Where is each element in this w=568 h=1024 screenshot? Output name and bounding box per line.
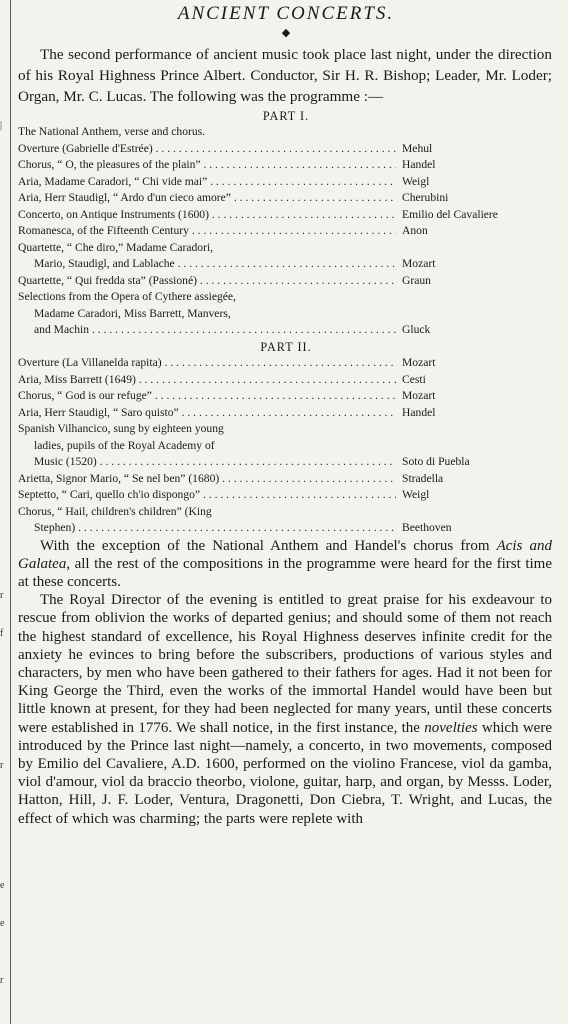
composer-name: Mozart [402, 389, 436, 403]
paragraph-text: With the exception of the National Anthem and Handel's chorus from [40, 537, 497, 554]
composer-name: Weigl [402, 174, 430, 188]
programme-entry [18, 520, 554, 537]
programme-entry [18, 487, 554, 504]
part-one-programme [16, 124, 556, 339]
piece-title: Music (1520) . . . [34, 454, 396, 471]
programme-entry [18, 157, 554, 174]
part-two-programme [16, 355, 556, 537]
piece-title: Romanesca, of the Fifteenth Century . . . [18, 223, 396, 240]
composer-name: Soto di Puebla [402, 455, 470, 469]
programme-entry [18, 256, 554, 273]
programme-entry [18, 388, 554, 405]
composer-name: Mehul [402, 141, 433, 155]
composer-name: Weigl [402, 488, 430, 502]
piece-title: Madame Caradori, Miss Barrett, Manvers, [34, 306, 231, 320]
piece-title: Aria, Madame Caradori, “ Chi vide mai” . . . [18, 174, 396, 191]
composer-name: Anon [402, 224, 428, 238]
programme-entry [18, 273, 554, 290]
intro-paragraph: The second performance of ancient music took place last night, under the direction of his Royal Highness Prince Albert. Conductor, Sir H. R. Bishop; Leader, Mr. Loder; Organ, Mr. C. Lucas. The following was the programme :— [18, 46, 552, 106]
piece-title: Aria, Herr Staudigl, “ Ardo d'un cieco amore” . . . [18, 190, 396, 207]
programme-entry [18, 174, 554, 191]
gutter-fragment: r [0, 975, 4, 986]
gutter-fragment: r [0, 760, 4, 771]
piece-title: and Machin . . . [34, 322, 396, 339]
column-rule [10, 0, 11, 1024]
piece-title: Arietta, Signor Mario, “ Se nel ben” (1680) . . . [18, 471, 396, 488]
piece-title: Mario, Staudigl, and Lablache . . . [34, 256, 396, 273]
gutter-fragment: e [0, 880, 5, 891]
piece-title: The National Anthem, verse and chorus. [18, 125, 206, 139]
column-gutter [0, 0, 12, 1024]
programme-entry [18, 372, 554, 389]
programme-entry [18, 405, 554, 422]
article-column [16, 0, 556, 1024]
paragraph-text: , all the rest of the compositions in the programme were heard for the first time at these concerts. [18, 555, 552, 591]
composer-name: Gluck [402, 323, 431, 337]
piece-title: Stephen) . . . [34, 520, 396, 537]
piece-title: Overture (Gabrielle d'Estrée) . . . [18, 141, 396, 158]
piece-title: ladies, pupils of the Royal Academy of [34, 438, 215, 452]
programme-entry [18, 454, 554, 471]
article-title: ANCIENT CONCERTS. [177, 3, 395, 24]
piece-title: Selections from the Opera of Cythere assiegée, [18, 290, 236, 304]
paragraph-text: which were introduced by the Prince last night—namely, a concerto, in two movements, composed by Emilio del Cavaliere, A.D. 1600, performed on the violino Francese, viol da gamba, viol d'amour, viol da braccio theorbo, violone, guitar, harp, and organ, by Messs. Loder, Hatton, Hill, J. F. Loder, Ventura, Dragonetti, Don Ciebra, T. Wright, and Lucas, the effect of which was charming; the parts were replete with [18, 719, 552, 827]
piece-title: Aria, Miss Barrett (1649) . . . [18, 372, 396, 389]
programme-entry [18, 421, 554, 438]
composer-name: Beethoven [402, 521, 452, 535]
programme-entry [18, 223, 554, 240]
gutter-fragment: r [0, 590, 4, 601]
gutter-fragment: e [0, 918, 5, 929]
composer-name: Mozart [402, 356, 436, 370]
gutter-fragment: | [0, 120, 3, 131]
piece-title: Quartette, “ Che diro,” Madame Caradori, [18, 240, 214, 254]
emphasis-text: novelties [424, 719, 478, 736]
piece-title: Spanish Vilhancico, sung by eighteen young [18, 422, 224, 436]
composer-name: Handel [402, 158, 436, 172]
programme-entry [18, 471, 554, 488]
part-two-heading: PART II. [260, 339, 312, 354]
paragraph-exception [16, 537, 556, 592]
part-one-heading: PART I. [262, 108, 310, 123]
programme-entry [18, 504, 554, 521]
paragraph-royal-director [16, 591, 556, 828]
programme-entry [18, 355, 554, 372]
composer-name: Emilio del Cavaliere [402, 207, 498, 221]
programme-entry [18, 438, 554, 455]
composer-name: Mozart [402, 257, 436, 271]
programme-entry [18, 306, 554, 323]
programme-entry [18, 207, 554, 224]
programme-entry [18, 322, 554, 339]
piece-title: Quartette, “ Qui fredda sta” (Passioné) . . . [18, 273, 396, 290]
piece-title: Overture (La Villanelda rapita) . . . [18, 355, 396, 372]
piece-title: Aria, Herr Staudigl, “ Saro quisto” . . . [18, 405, 396, 422]
piece-title: Septetto, “ Cari, quello ch'io dispongo” . . . [18, 487, 396, 504]
composer-name: Cherubini [402, 191, 449, 205]
piece-title: Chorus, “ God is our refuge” . . . [18, 388, 396, 405]
piece-title: Chorus, “ O, the pleasures of the plain” . . . [18, 157, 396, 174]
piece-title: Chorus, “ Hail, children's children” (King [18, 504, 212, 518]
paragraph-text: The Royal Director of the evening is entitled to great praise for his exdeavour to rescue from oblivion the works of departed genius; and should some of them not reach the highest standard of excellence, his Royal Highness deserves infinite credit for the anxiety he evinces to bring before the subscribers, productions of various styles and characters, by men who have been gathered to their fathers for ages. Had it not been for King George the Third, even the works of the immortal Handel would have been but little known at present, for they had been neglected for many years, until these concerts were established in 1776. We shall notice, in the first instance, the [18, 592, 552, 736]
programme-entry [18, 240, 554, 257]
ornament-divider: ◆ [281, 27, 291, 39]
programme-entry [18, 124, 554, 141]
programme-entry [18, 141, 554, 158]
composer-name: Cesti [402, 372, 426, 386]
piece-title: Concerto, on Antique Instruments (1600) . . . [18, 207, 396, 224]
gutter-fragment: f [0, 628, 4, 639]
work-title: Acis and Galatea [18, 537, 553, 572]
programme-entry [18, 190, 554, 207]
composer-name: Handel [402, 405, 436, 419]
programme-entry [18, 289, 554, 306]
composer-name: Graun [402, 273, 431, 287]
composer-name: Stradella [402, 471, 444, 485]
